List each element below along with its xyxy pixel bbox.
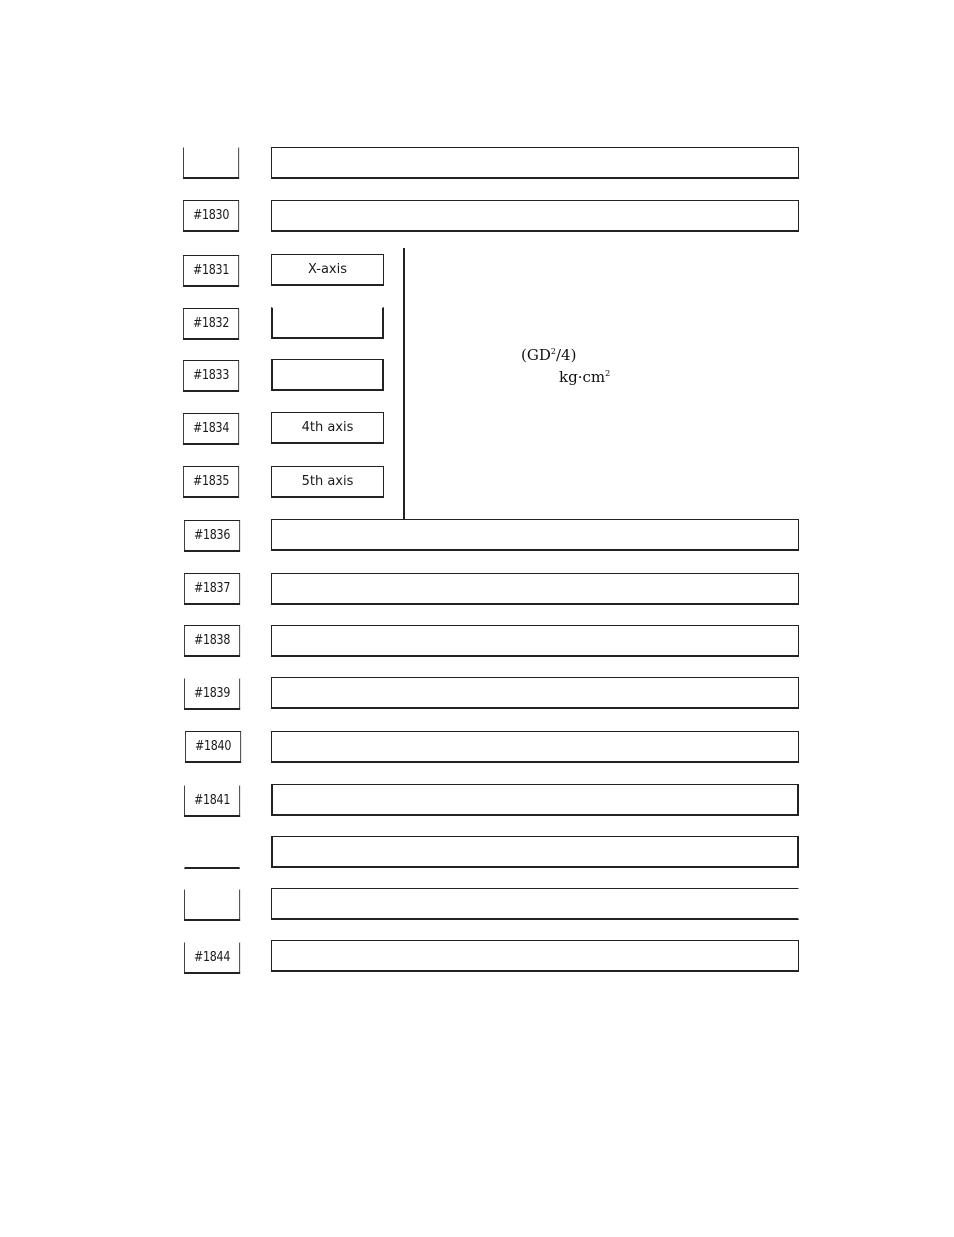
param-number-box [184, 678, 240, 710]
param-number: #1834 [192, 421, 230, 436]
param-number: #1831 [192, 263, 230, 278]
param-description-box [271, 625, 799, 657]
param-number: #1838 [193, 633, 231, 648]
param-number: #1830 [192, 208, 230, 223]
param-number: #1835 [192, 474, 230, 489]
param-number-box [184, 785, 240, 817]
axis-label-box [271, 359, 384, 391]
param-number: #1840 [194, 739, 232, 754]
axis-label-box [271, 412, 384, 444]
param-number-box [183, 147, 239, 179]
axis-label-box [271, 254, 384, 286]
param-description-box [271, 836, 799, 868]
param-number: #1839 [193, 686, 231, 701]
param-number-box [184, 889, 240, 921]
param-description-box [271, 731, 799, 763]
param-number-box [183, 255, 239, 287]
axis-label-box [271, 466, 384, 498]
group-divider-line [403, 248, 405, 520]
param-number: #1844 [193, 950, 231, 965]
param-description-box [271, 784, 799, 816]
param-description-box [271, 677, 799, 709]
param-number: #1837 [193, 581, 231, 596]
param-description-box [271, 888, 799, 920]
param-description-box [271, 573, 799, 605]
param-number-box [184, 573, 240, 605]
inertia-formula: $(GD^2/4)$ [521, 346, 577, 364]
param-number-box [185, 731, 241, 763]
param-number-box [184, 942, 240, 974]
param-number-box [183, 308, 239, 340]
param-number-box [184, 520, 240, 552]
param-number-box [183, 466, 239, 498]
axis-label: X-axis [308, 262, 347, 277]
param-number: #1833 [192, 368, 230, 383]
param-description-box [271, 940, 799, 972]
param-number-box [184, 625, 240, 657]
axis-label: 4th axis [301, 420, 354, 435]
param-description-box [271, 519, 799, 551]
param-number: #1841 [193, 793, 231, 808]
param-number-box [183, 413, 239, 445]
axis-label: 5th axis [301, 474, 354, 489]
param-number-box [183, 360, 239, 392]
param-number-box [183, 200, 239, 232]
param-description-box [271, 147, 799, 179]
inertia-unit: $kg\cdot cm^2$ [559, 368, 611, 386]
param-description-box [271, 200, 799, 232]
param-number: #1836 [193, 528, 231, 543]
param-number-box [184, 837, 240, 869]
param-number: #1832 [192, 316, 230, 331]
axis-label-box [271, 307, 384, 339]
